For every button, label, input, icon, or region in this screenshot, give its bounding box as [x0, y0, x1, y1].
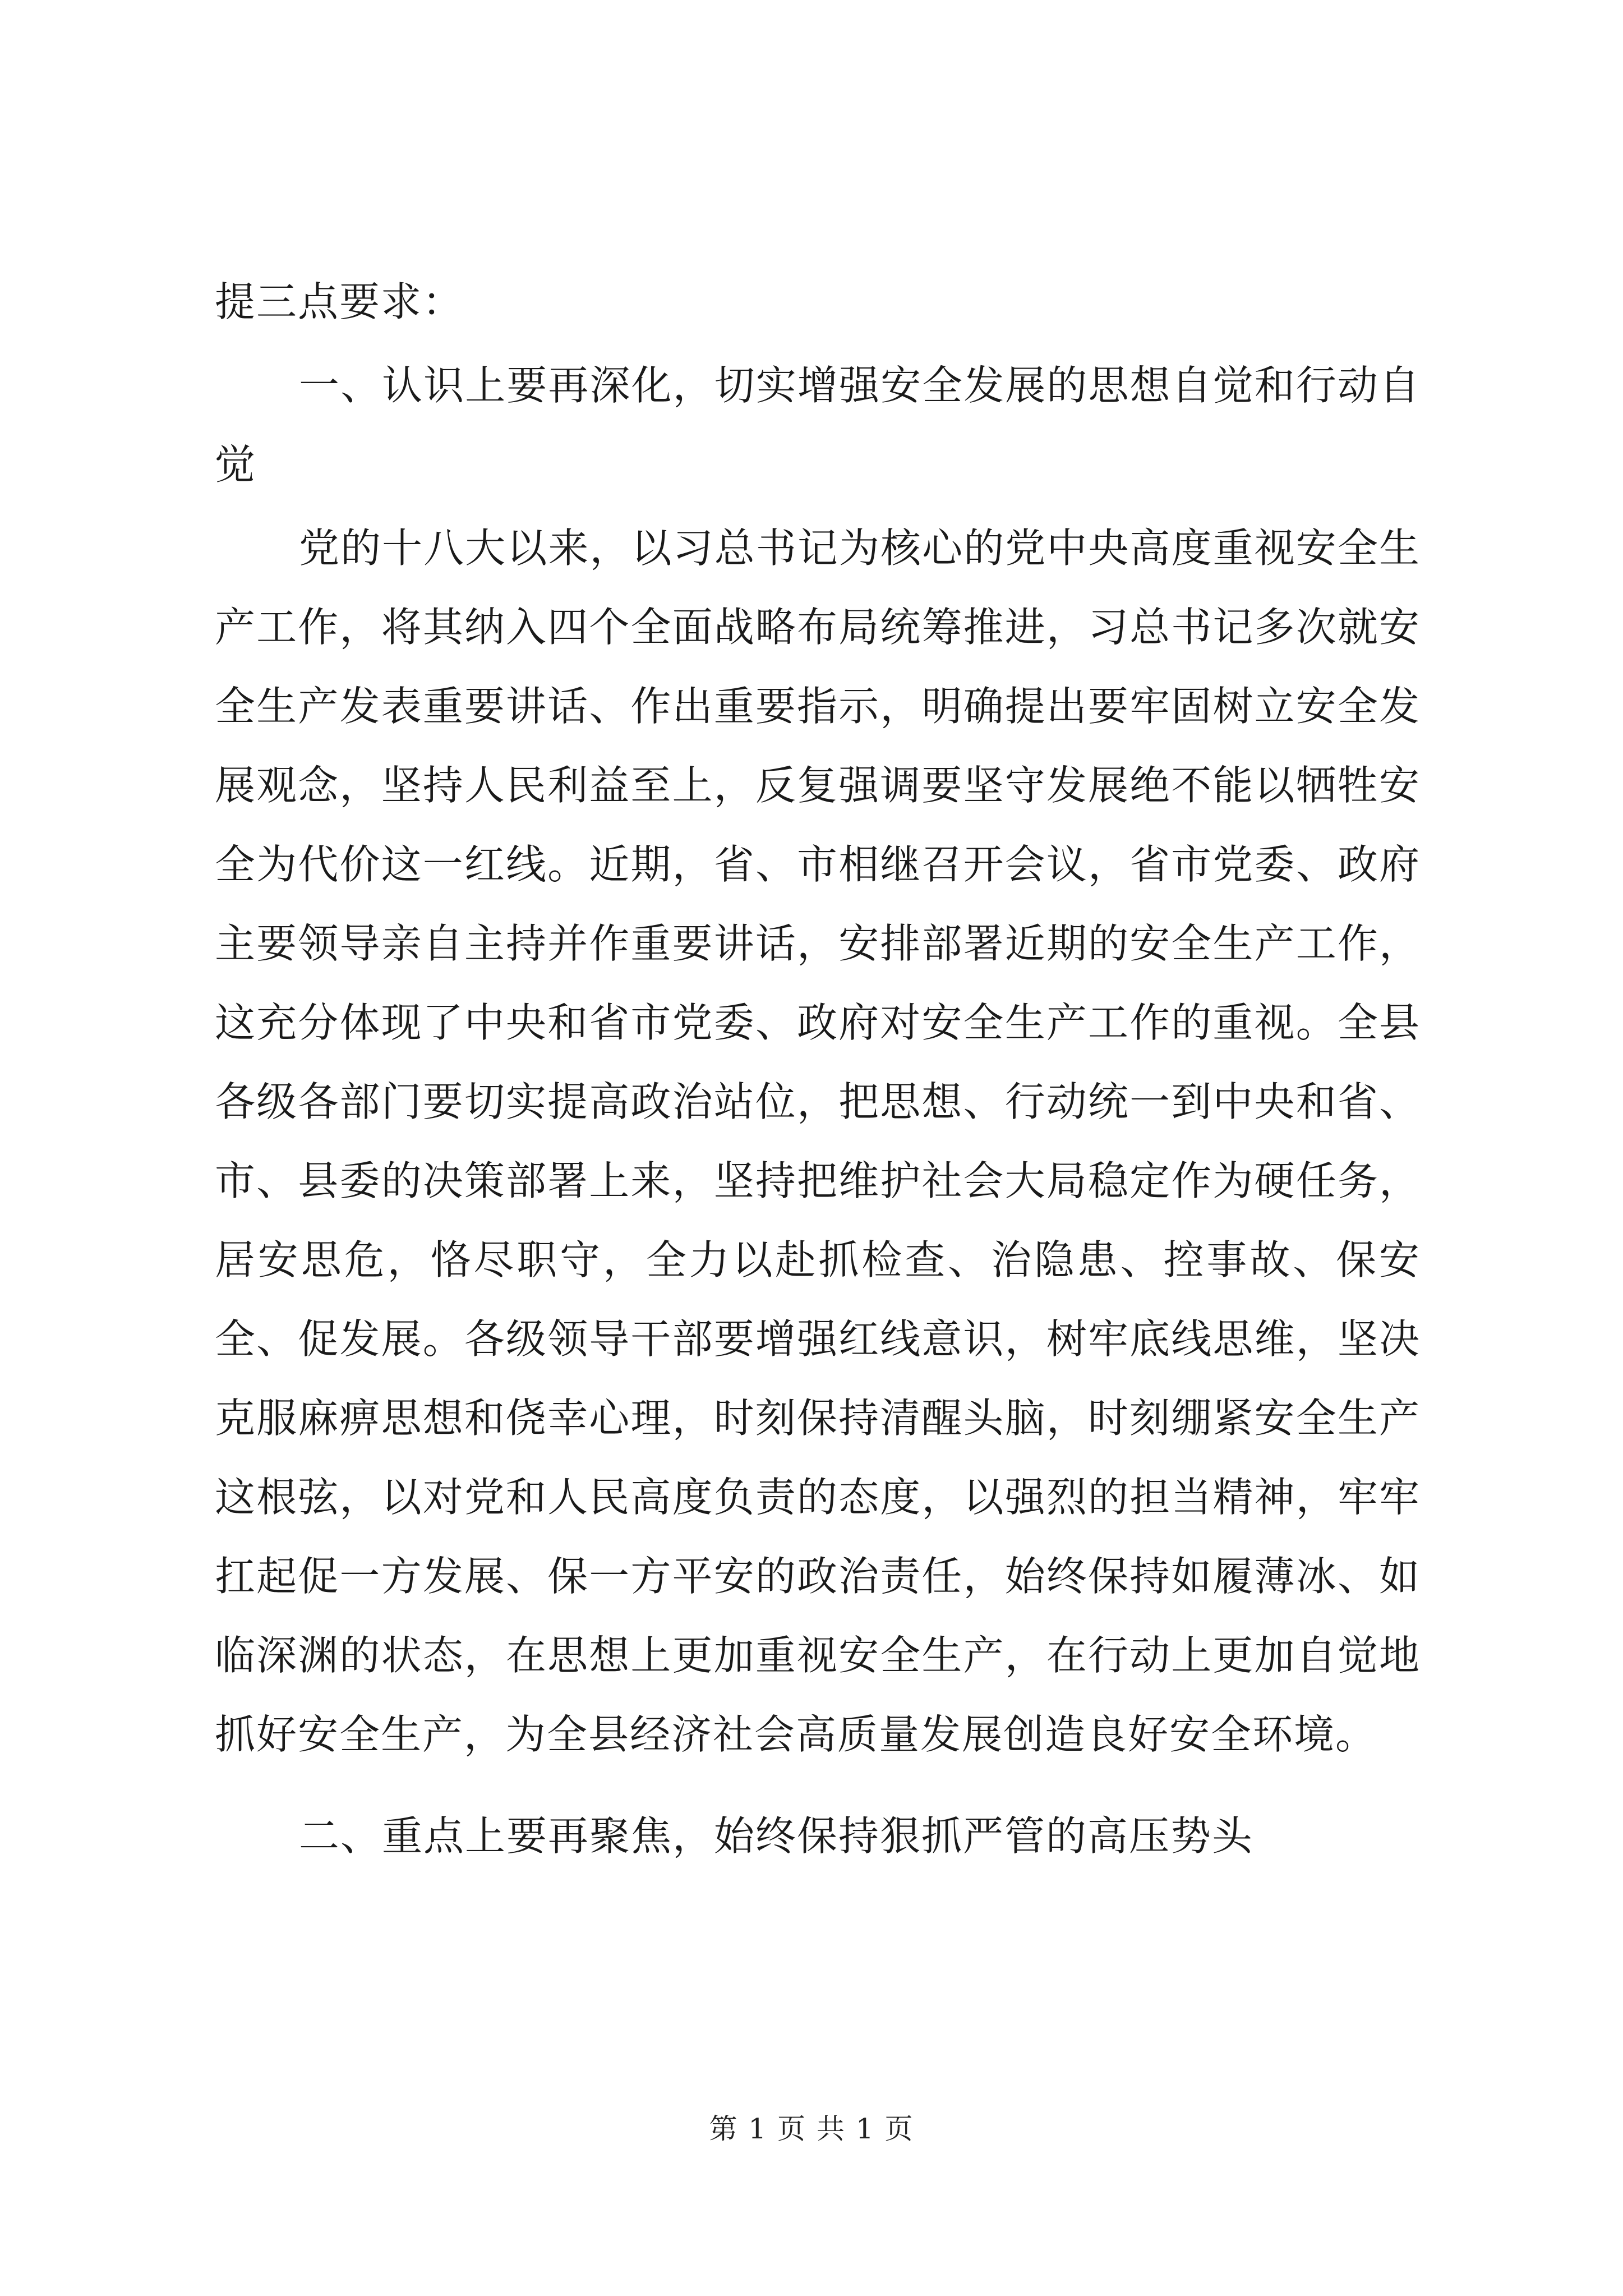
- section-heading-2: 二、重点上要再聚焦，始终保持狠抓严管的高压势头: [299, 1812, 1254, 1860]
- document-body: [215, 263, 1421, 1876]
- paragraph-intro: 提三点要求：: [215, 278, 464, 325]
- paragraph-body: 党的十八大以来，以习总书记为核心的党中央高度重视安全生产工作，将其纳入四个全面战略布局统筹推进，习总书记多次就安全生产发表重要讲话、作出重要指示，明确提出要牢固树立安全发展观念，坚持人民利益至上，反复强调要坚守发展绝不能以牺牲安全为代价这一红线。近期，省、市相继召开会议，省市党委、政府主要领导亲自主持并作重要讲话，安排部署近期的安全生产工作，这充分体现了中央和省市党委、政府对安全生产工作的重视。全县各级各部门要切实提高政治站位，把思想、行动统一到中央和省、市、县委的决策部署上来，坚持把维护社会大局稳定作为硬任务，居安思危，恪尽职守，全力以赴抓检查、治隐患、控事故、保安全、促发展。各级领导干部要增强红线意识，树牢底线思维，坚决克服麻痹思想和侥幸心理，时刻保持清醒头脑，时刻绷紧安全生产这根弦，以对党和人民高度负责的态度，以强烈的担当精神，牢牢扛起促一方发展、保一方平安的政治责任，始终保持如履薄冰、如临深渊的状态，在思想上更加重视安全生产，在行动上更加自觉地抓好安全生产，为全县经济社会高质量发展创造良好安全环境。: [215, 524, 1421, 1758]
- page-number-footer: 第 1 页 共 1 页: [709, 2113, 914, 2145]
- section-heading-1: 一、认识上要再深化，切实增强安全发展的思想自觉和行动自觉: [215, 362, 1421, 488]
